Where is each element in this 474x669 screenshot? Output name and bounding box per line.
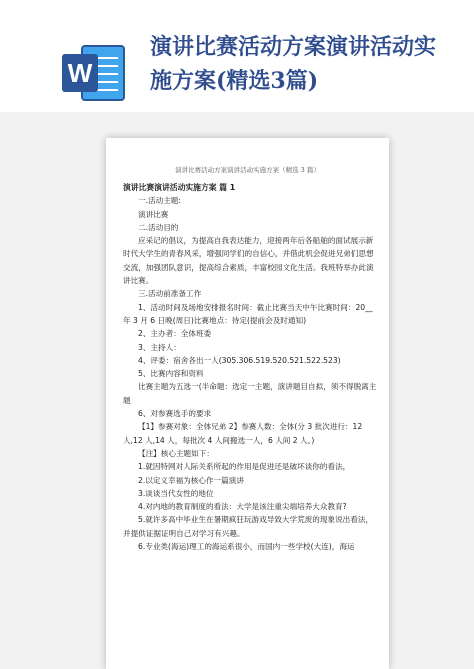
word-icon-letter: W: [67, 58, 93, 88]
header-banner: [0, 0, 474, 112]
paragraph: 2.以定义幸福为核心作一篇演讲: [138, 475, 244, 485]
paragraph: 1.就因特网对人际关系所起的作用是促进还是破坏谈你的看法，: [138, 462, 351, 472]
paragraph: 3.谈谈当代女性的地位: [138, 488, 214, 498]
paragraph: 6.专业类(海运)理工的海运系很小，而国内一些学校(大连)，海运: [138, 542, 355, 552]
paragraph: 4、评委：宿舍各出一人(305.306.519.520.521.522.523): [138, 355, 341, 365]
page-title: [150, 30, 460, 98]
paragraph: 2、主办者：全体班委: [138, 329, 212, 339]
paragraph: 5.就许多高中毕业生在暑期疯狂玩游戏导致大学荒废的现象说出看法，并提供证据证明自己对学习有兴趣。: [123, 515, 374, 538]
paragraph: 1、活动时间及场地安排报名时间：截止比赛当天中午比赛时间：20__年 3 月 6 日晚(周日)比赛地点：待定(提前会及时通知): [123, 302, 373, 325]
running-header: 演讲比赛活动方案演讲活动实施方案（精选 3 篇）: [175, 166, 320, 174]
paragraph: 4.对内地的教育制度的看法：大学是该注重尖端培养大众教育?: [138, 502, 347, 512]
paragraph: 【1】参赛对象：全体兄弟 2】参赛人数：全体(分 3 批次进行：12人,12 人,14 人，每批次 4 人间搬选一人，6 人间 2 人。): [123, 422, 363, 445]
paragraph: 一.活动主题:: [138, 196, 181, 206]
word-document-icon: [60, 40, 126, 106]
paragraph: 6、对参赛选手的要求: [138, 409, 212, 419]
document-body: [123, 181, 378, 553]
paragraph: 【注】核心主题如下：: [138, 448, 214, 458]
paragraph: 3、主持人：: [138, 342, 181, 352]
paragraph: 5、比赛内容和资料: [138, 369, 204, 379]
document-heading: 演讲比赛演讲活动实施方案 篇 1: [123, 183, 236, 192]
page-title-line-1: 演讲比赛活动方案演讲活动实: [150, 34, 437, 60]
document-page-preview: [106, 138, 389, 669]
paragraph: 比赛主题为五选一(半命题：选定一主题，演讲题目自拟，须不得脱离主题: [123, 382, 377, 405]
paragraph: 二.活动目的: [138, 222, 179, 232]
page-bottom-fade: [106, 657, 389, 669]
paragraph: 应采记的倡议，为提高自我表达能力，迎接两年后各船舶的面试展示新时代大学生的青春风采，增强同学们的自信心，并借此机会促进兄弟们思想交流，加强团队意识，提高综合素质，丰富校园文化生活。我班特举办此演讲比赛。: [123, 236, 374, 286]
page-title-line-2: 施方案(精选3篇): [150, 68, 319, 94]
paragraph: 演讲比赛: [138, 209, 169, 219]
paragraph: 三.活动前准备工作: [138, 289, 202, 299]
